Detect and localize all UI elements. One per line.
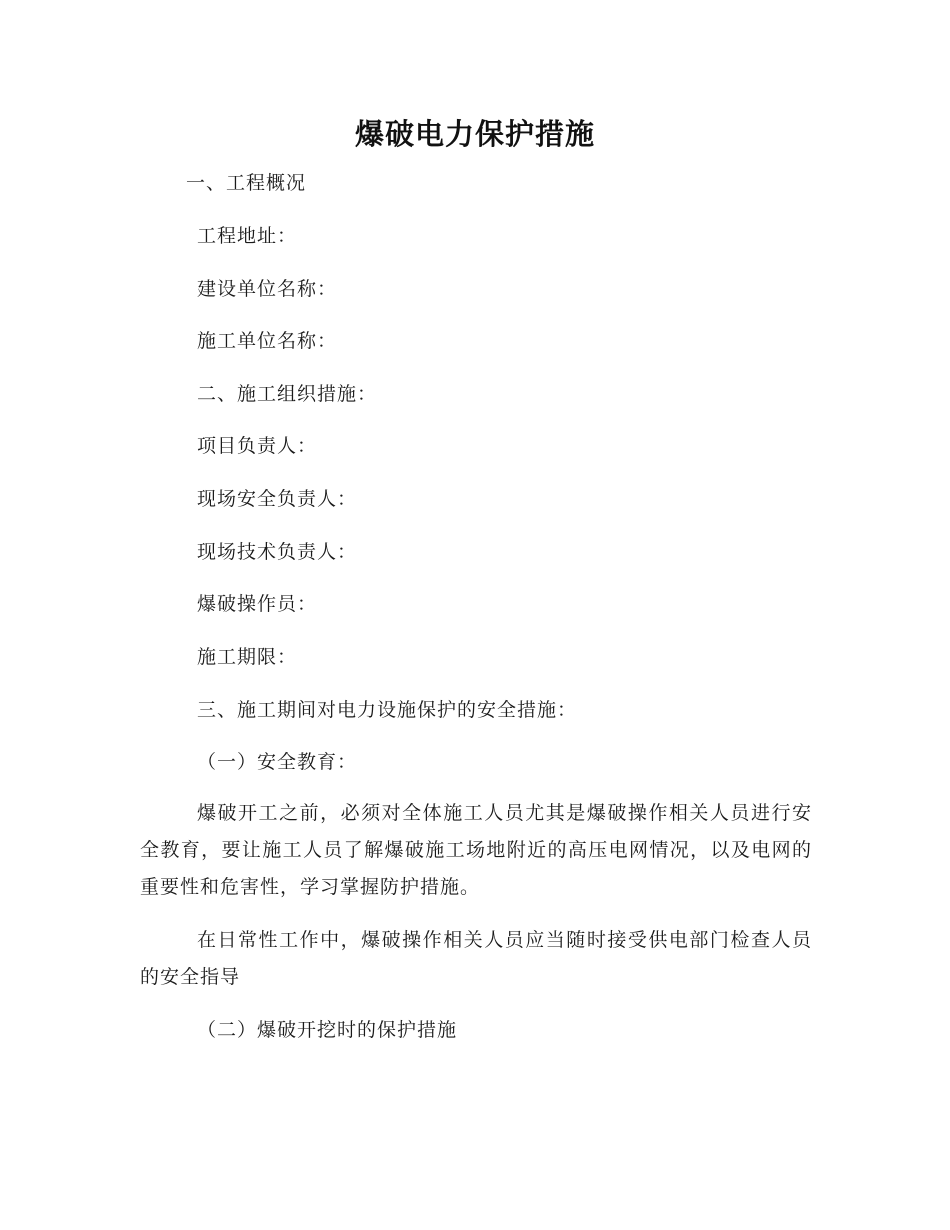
section3-heading: 三、施工期间对电力设施保护的安全措施： [197, 699, 578, 721]
document-title: 爆破电力保护措施 [354, 117, 595, 151]
section2-heading: 二、施工组织措施： [197, 383, 378, 405]
site-technical-manager-label: 现场技术负责人： [197, 541, 358, 563]
section1-heading: 一、工程概况 [186, 172, 307, 194]
project-address-label: 工程地址： [197, 225, 298, 247]
builder-name-label: 建设单位名称： [197, 278, 338, 300]
blasting-operator-label: 爆破操作员： [197, 593, 318, 615]
site-safety-manager-label: 现场安全负责人： [197, 488, 358, 510]
project-manager-label: 项目负责人： [197, 435, 318, 457]
contractor-name-label: 施工单位名称： [197, 330, 338, 352]
subsection1-heading: （一）安全教育： [197, 751, 358, 773]
construction-period-label: 施工期限： [197, 646, 298, 668]
subsection2-heading: （二）爆破开挖时的保护措施 [197, 1019, 458, 1041]
paragraph-safety-education: 爆破开工之前，必须对全体施工人员尤其是爆破操作相关人员进行安全教育，要让施工人员了解爆破施工场地附近的高压电网情况，以及电网的重要性和危害性，学习掌握防护措施。 [140, 802, 812, 898]
paragraph-daily-guidance: 在日常性工作中，爆破操作相关人员应当随时接受供电部门检查人员的安全指导 [140, 929, 812, 988]
